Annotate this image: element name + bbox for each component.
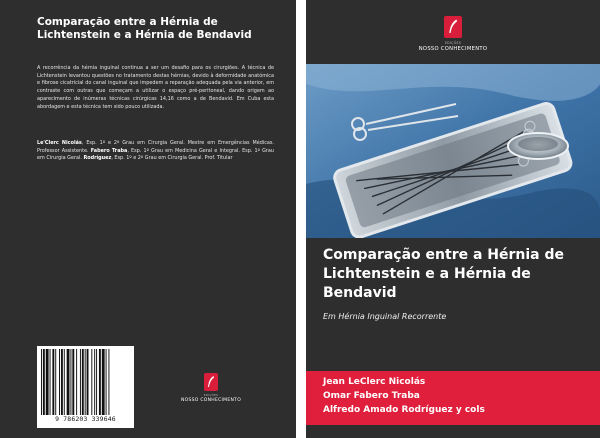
spine: [296, 0, 306, 438]
back-cover: [0, 0, 296, 438]
publisher-edition-label: EDIÇÕES: [444, 41, 462, 45]
author-name: Jean LeClerc Nicolás: [323, 377, 426, 387]
barcode-icon: [41, 349, 130, 415]
publisher-name: NOSSO CONHECIMENTO: [418, 46, 488, 52]
author-bio-text: , Esp. 1º e 2º Grau em Cirurgia Geral. Prof. Titular: [111, 155, 233, 162]
front-cover-title: Comparação entre a Hérnia de Lichtenstein e a Hérnia de Bendavid: [323, 247, 565, 301]
author-name: Alfredo Amado Rodríguez y cols: [323, 405, 485, 415]
author-bio-text: , Esp. 1º e 2º Grau em Cirurgia Geral. Mestre em Emergências Médicas. Professor Assistente.: [37, 140, 274, 154]
author-bio-name: Le'Clerc Nicolás: [37, 140, 82, 146]
quill-feather-icon: [204, 373, 218, 391]
barcode: [37, 346, 134, 428]
publisher-logo-front: [306, 16, 600, 52]
front-cover: [306, 0, 600, 438]
front-cover-subtitle: Em Hérnia Inguinal Recorrente: [323, 312, 447, 321]
author-name: Omar Fabero Traba: [323, 391, 420, 401]
author-band: [306, 371, 600, 425]
author-bio-name: Fabero Traba: [90, 147, 128, 154]
quill-feather-icon: [444, 16, 462, 38]
author-bio-name: Rodríguez: [83, 155, 112, 162]
isbn-number: 9 786203 339646: [55, 415, 116, 423]
publisher-logo-back: [180, 373, 242, 403]
cover-photo-surgical-instruments: [306, 64, 600, 238]
back-cover-description: A recorrência da hérnia inguinal continua a ser um desafio para os cirurgiões. A técnica de Lichtenstein levantou questões no tratamento destas hérnias, devido à deformidade anatómica e fibrose cicatricial do canal inguinal que impedem a reparação adequada pela via anterior, em contraste com outras que começam a utilizar o espaço pré-peritoneal, dando origem ao aparecimento de inúmeras técnicas cirúrgicas 14,16 como a de Bendavid. Em Cuba esta abordagem e esta técnica tem sido pouco utilizada.: [37, 65, 274, 110]
back-cover-author-bios: [37, 140, 274, 163]
publisher-edition-label: EDIÇÕES: [203, 393, 219, 397]
author-bio-text: , Esp. 1º Grau em Medicina Geral e Integral. Esp. 1º Grau em Cirurgia Geral.: [37, 147, 274, 162]
publisher-name: NOSSO CONHECIMENTO: [180, 398, 242, 403]
back-cover-title: Comparação entre a Hérnia de Lichtenstein e a Hérnia de Bendavid: [37, 16, 252, 41]
